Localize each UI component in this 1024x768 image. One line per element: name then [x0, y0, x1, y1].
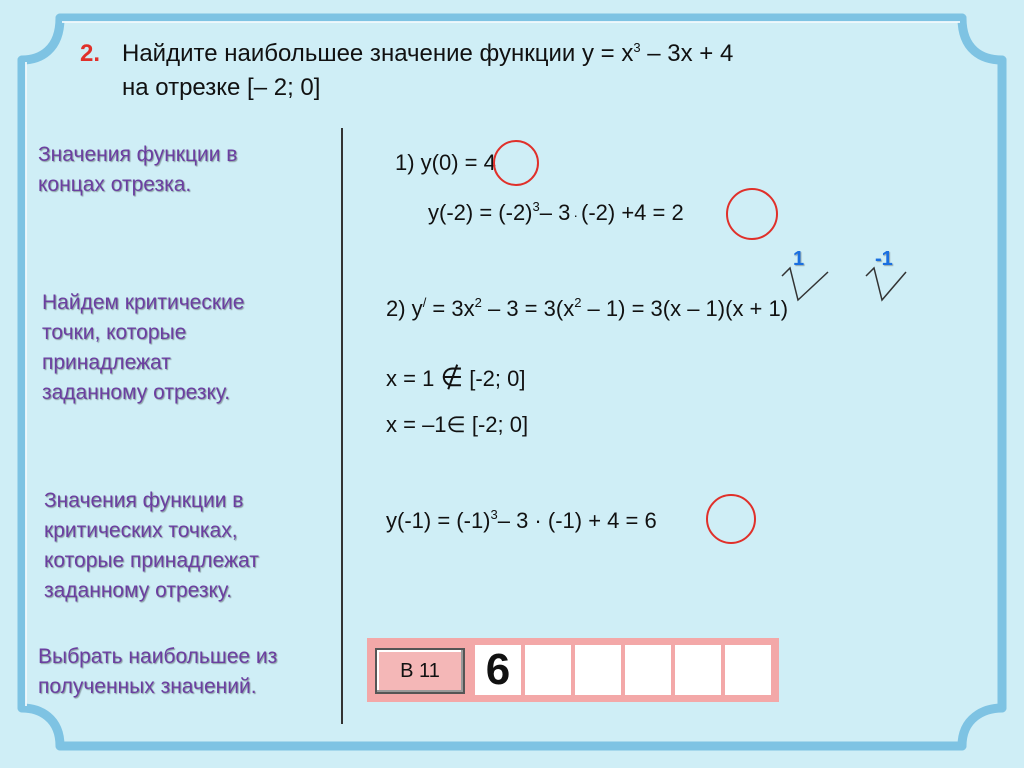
element-of-icon: ∈	[446, 412, 466, 437]
answer-cell[interactable]: 6	[475, 645, 521, 695]
answer-cell[interactable]	[575, 645, 621, 695]
answer-cell[interactable]	[525, 645, 571, 695]
root-x2: x = –1∈ [-2; 0]	[386, 412, 529, 437]
note-choose-max: Выбрать наибольшее из полученных значений.	[38, 645, 278, 698]
step1-y0: 1) y(0) = 4	[395, 150, 496, 175]
note-endpoints: Значения функции в концах отрезка.	[38, 143, 238, 196]
step3-y-1: $y(-1) = (-1)^3-$ 3 · (-1) + 4 = 6	[386, 507, 657, 533]
root-label-1: 1	[793, 248, 805, 270]
task-label: B 11	[375, 648, 465, 694]
highlight-circle-6	[706, 494, 756, 544]
problem-statement-line1: Найдите наибольшее значение функции $y = x^3 - 3x + 4$	[122, 40, 734, 67]
step2-derivative: 2) $y^/ = 3x^2 - 3 = 3(x^2 - 1) = 3(x - 1)(x + 1)$	[386, 295, 789, 321]
problem-number: 2.	[80, 40, 101, 67]
answer-cell[interactable]	[725, 645, 771, 695]
root-label-minus1: -1	[875, 248, 893, 270]
step1-y-2: $y(-2) = (-2)^3-$ 3 · (-2) +4 = 2	[428, 199, 684, 225]
not-element-of-icon: ∉	[440, 362, 464, 392]
root-x1: x = 1 ∉ [-2; 0]	[386, 362, 526, 392]
answer-cell[interactable]	[675, 645, 721, 695]
answer-cell[interactable]	[625, 645, 671, 695]
problem-statement-line2: на отрезке [– 2; 0]	[122, 74, 321, 101]
note-critical-points: Найдем критические точки, которые принадлежат заданному отрезку.	[42, 291, 245, 404]
note-critical-values: Значения функции в критических точках, которые принадлежат заданному отрезку.	[44, 489, 259, 602]
answer-box	[367, 638, 779, 702]
